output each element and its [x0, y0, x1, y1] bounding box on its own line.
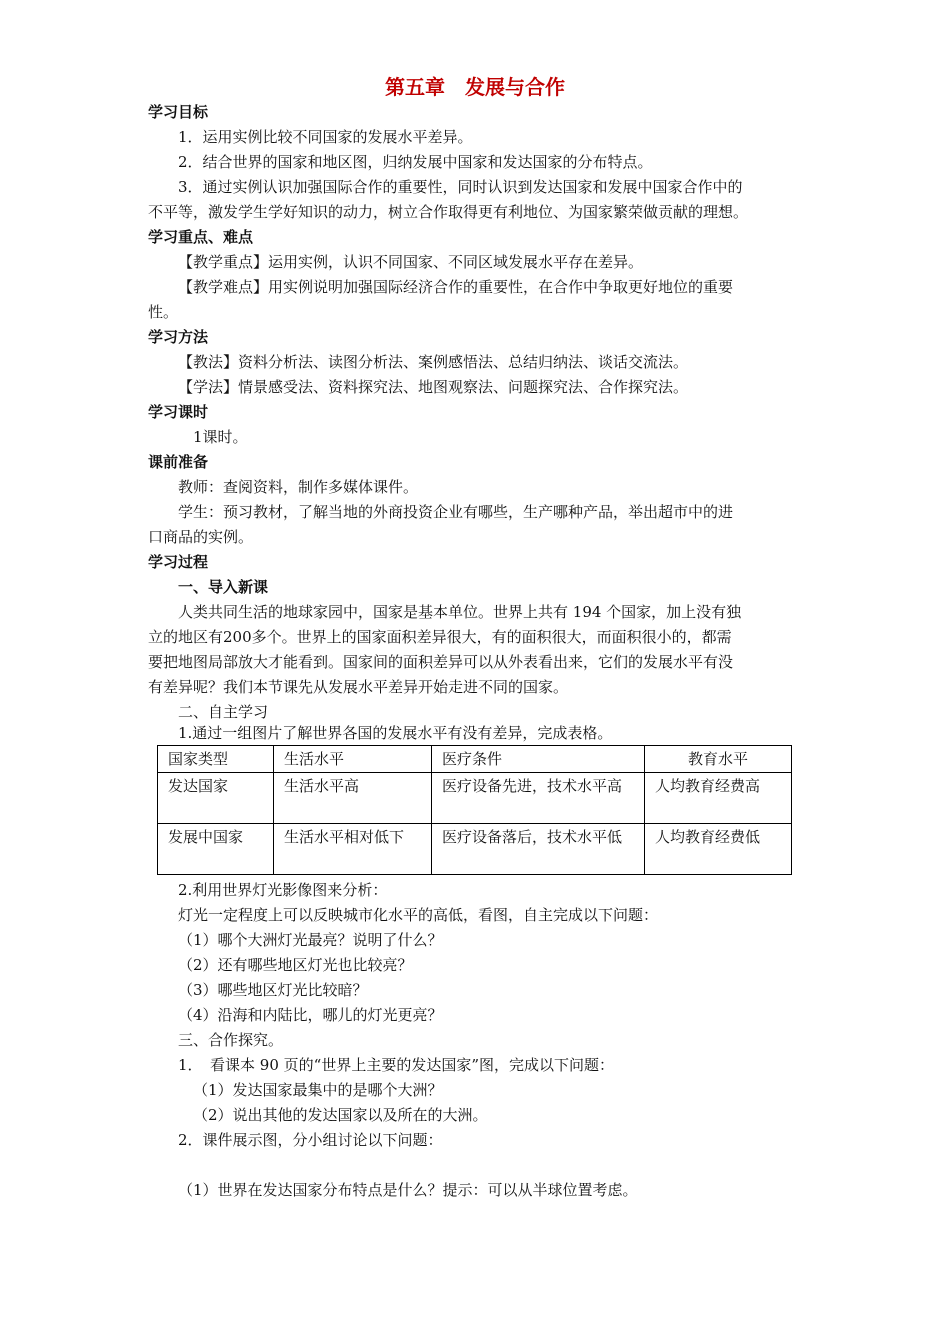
table-cell: 人均教育经费低	[645, 824, 792, 875]
analysis-line: 灯光一定程度上可以反映城市化水平的高低，看图，自主完成以下问题：	[178, 906, 659, 924]
goal-item-continued: 不平等，激发学生学好知识的动力，树立合作取得更有利地位、为国家繁荣做贡献的理想。	[148, 203, 749, 221]
key-point-line: 【教学重点】运用实例，认识不同国家、不同区域发展水平存在差异。	[178, 253, 644, 271]
intro-paragraph-line: 要把地图局部放大才能看到。国家间的面积差异可以从外表看出来，它们的发展水平有没	[148, 653, 734, 671]
analysis-question: （2）还有哪些地区灯光也比较亮？	[178, 956, 413, 974]
part3-title: 三、合作探究。	[178, 1031, 284, 1049]
part3-line: （1）世界在发达国家分布特点是什么？提示：可以从半球位置考虑。	[178, 1181, 638, 1199]
heading-goals: 学习目标	[148, 103, 209, 121]
heading-prep: 课前准备	[148, 453, 209, 471]
table-cell: 发展中国家	[158, 824, 274, 875]
goal-item: 3．通过实例认识加强国际合作的重要性，同时认识到发达国家和发展中国家合作中的	[178, 178, 743, 196]
chapter-title: 第五章 发展与合作	[385, 75, 565, 99]
part2-title: 二、自主学习	[178, 703, 269, 721]
analysis-line: 2.利用世界灯光影像图来分析：	[178, 881, 388, 899]
heading-key-points: 学习重点、难点	[148, 228, 254, 246]
intro-paragraph-line: 立的地区有200多个。世界上的国家面积差异很大，有的面积很大，而面积很小的，都需	[148, 628, 732, 646]
goal-item: 1．运用实例比较不同国家的发展水平差异。	[178, 128, 473, 146]
table-header-cell: 国家类型	[158, 746, 274, 773]
intro-paragraph-line: 人类共同生活的地球家园中，国家是基本单位。世界上共有 194 个国家，加上没有独	[178, 603, 742, 621]
intro-paragraph-line: 有差异呢？我们本节课先从发展水平差异开始走进不同的国家。	[148, 678, 569, 696]
table-cell: 医疗设备落后，技术水平低	[432, 824, 645, 875]
part3-line: 2．课件展示图，分小组讨论以下问题：	[178, 1131, 443, 1149]
method-line: 【教法】资料分析法、读图分析法、案例感悟法、总结归纳法、谈话交流法。	[178, 353, 689, 371]
analysis-question: （4）沿海和内陆比，哪儿的灯光更亮？	[178, 1006, 443, 1024]
part1-title: 一、导入新课	[178, 578, 269, 596]
table-header-cell: 教育水平	[645, 746, 792, 773]
prep-line: 教师：查阅资料，制作多媒体课件。	[178, 478, 419, 496]
table-row	[158, 824, 792, 875]
hours-text: 1课时。	[193, 428, 248, 446]
part3-line: （2）说出其他的发达国家以及所在的大洲。	[193, 1106, 488, 1124]
key-point-line: 性。	[148, 303, 179, 321]
analysis-question: （3）哪些地区灯光比较暗？	[178, 981, 368, 999]
part2-intro: 1.通过一组图片了解世界各国的发展水平有没有差异，完成表格。	[178, 724, 613, 742]
prep-line: 学生：预习教材，了解当地的外商投资企业有哪些，生产哪种产品，举出超市中的进	[178, 503, 734, 521]
table-cell: 人均教育经费高	[645, 773, 792, 824]
table-header-cell: 生活水平	[274, 746, 432, 773]
table-header-row	[158, 746, 792, 773]
goal-item: 2．结合世界的国家和地区图，归纳发展中国家和发达国家的分布特点。	[178, 153, 653, 171]
table-row	[158, 773, 792, 824]
prep-line: 口商品的实例。	[148, 528, 254, 546]
part3-line: （1）发达国家最集中的是哪个大洲？	[193, 1081, 443, 1099]
table-cell: 生活水平相对低下	[274, 824, 432, 875]
part3-line: 1． 看课本 90 页的“世界上主要的发达国家”图，完成以下问题：	[178, 1056, 615, 1074]
heading-hours: 学习课时	[148, 403, 209, 421]
analysis-question: （1）哪个大洲灯光最亮？说明了什么？	[178, 931, 443, 949]
heading-methods: 学习方法	[148, 328, 209, 346]
key-point-line: 【教学难点】用实例说明加强国际经济合作的重要性，在合作中争取更好地位的重要	[178, 278, 734, 296]
heading-process: 学习过程	[148, 553, 209, 571]
table-cell: 医疗设备先进，技术水平高	[432, 773, 645, 824]
method-line: 【学法】情景感受法、资料探究法、地图观察法、问题探究法、合作探究法。	[178, 378, 689, 396]
table-header-cell: 医疗条件	[432, 746, 645, 773]
table-cell: 发达国家	[158, 773, 274, 824]
comparison-table	[157, 745, 792, 875]
table-cell: 生活水平高	[274, 773, 432, 824]
